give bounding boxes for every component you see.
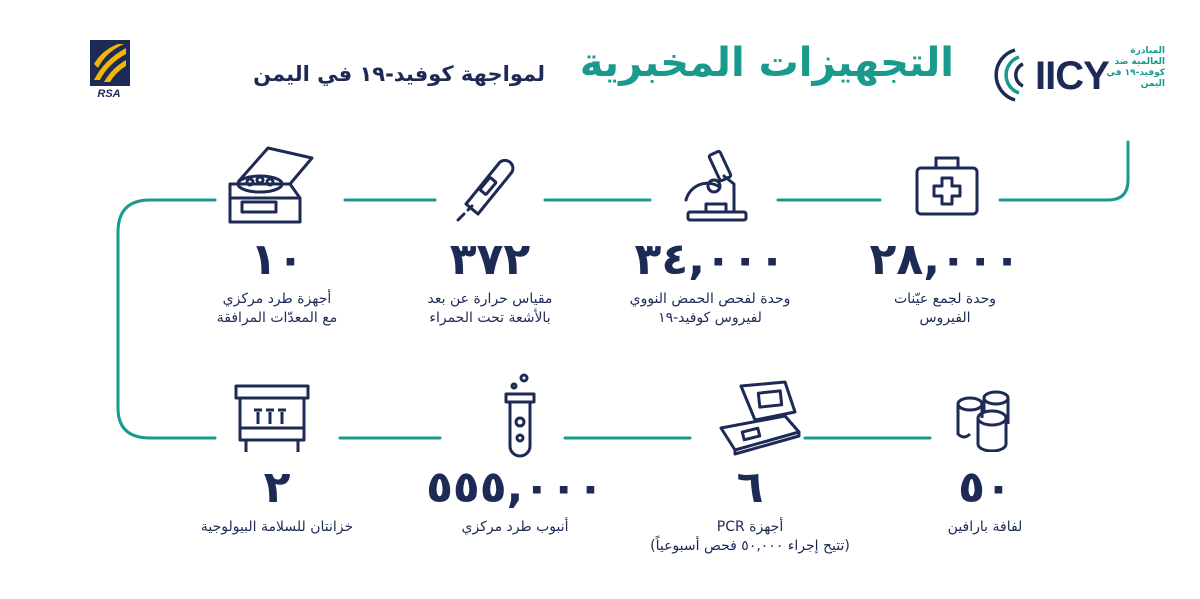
- item-centrifuge-tubes: [410, 464, 620, 537]
- iicy-logo: [993, 44, 1163, 106]
- centrifuge-icon: [220, 140, 320, 230]
- thermometer-icon: [450, 152, 522, 224]
- item-number: ٢٨,٠٠٠: [869, 234, 1021, 285]
- item-label-line1: لفافة بارافين: [947, 519, 1023, 535]
- first-aid-kit-icon: [912, 150, 982, 220]
- item-label-line1: وحدة لفحص الحمض النووي: [629, 291, 791, 307]
- item-number: ٥٠: [958, 462, 1012, 513]
- page-title: التجهيزات المخبرية: [579, 40, 954, 86]
- item-label-line1: أجهزة طرد مركزي: [222, 291, 332, 307]
- item-label-line1: مقياس حرارة عن بعد: [427, 291, 553, 307]
- microscope-icon: [676, 148, 756, 224]
- rsa-emblem-icon: [90, 40, 130, 86]
- iicy-arc-icon: [993, 46, 1039, 104]
- item-pcr-test-units: [605, 236, 815, 328]
- iicy-logo-tagline: المبادرة العالمية ضد كوفيد-١٩ في اليمن: [1106, 46, 1165, 89]
- page-subtitle: لمواجهة كوفيد-١٩ في اليمن: [253, 62, 545, 86]
- item-number: ٦: [736, 462, 764, 513]
- paraffin-rolls-icon: [948, 388, 1020, 452]
- item-number: ٢: [263, 462, 291, 513]
- item-label-line2: لفيروس كوفيد-١٩: [658, 310, 762, 326]
- item-label-line2: الفيروس: [919, 310, 971, 326]
- item-number: ٣٧٢: [449, 234, 531, 285]
- item-paraffin: [880, 464, 1090, 537]
- item-label-line1: أجهزة PCR: [716, 519, 784, 535]
- item-label-line2: مع المعدّات المرافقة: [216, 310, 338, 326]
- item-sample-kits: [840, 236, 1050, 328]
- item-number: ٣٤,٠٠٠: [634, 234, 786, 285]
- iicy-logo-text: IICY: [1035, 54, 1109, 98]
- rsa-logo-text: RSA: [97, 88, 121, 100]
- item-biosafety-cabinets: [172, 464, 382, 537]
- item-label-line2: (تتيح إجراء ٥٠,٠٠٠ فحص أسبوعياً): [650, 538, 850, 554]
- item-label-line1: وحدة لجمع عيّنات: [893, 291, 997, 307]
- item-label-line1: أنبوب طرد مركزي: [461, 519, 569, 535]
- item-number: ١٠: [250, 234, 304, 285]
- biosafety-cabinet-icon: [232, 382, 312, 454]
- item-pcr-devices: [645, 464, 855, 556]
- item-label-line1: خزانتان للسلامة البيولوجية: [200, 519, 354, 535]
- item-label-line2: بالأشعة تحت الحمراء: [429, 310, 551, 326]
- pcr-machine-icon: [715, 378, 805, 456]
- test-tube-icon: [496, 372, 544, 462]
- item-number: ٥٥٥,٠٠٠: [426, 462, 604, 513]
- rsa-logo: [84, 40, 138, 104]
- item-centrifuges: [172, 236, 382, 328]
- item-thermometers: [385, 236, 595, 328]
